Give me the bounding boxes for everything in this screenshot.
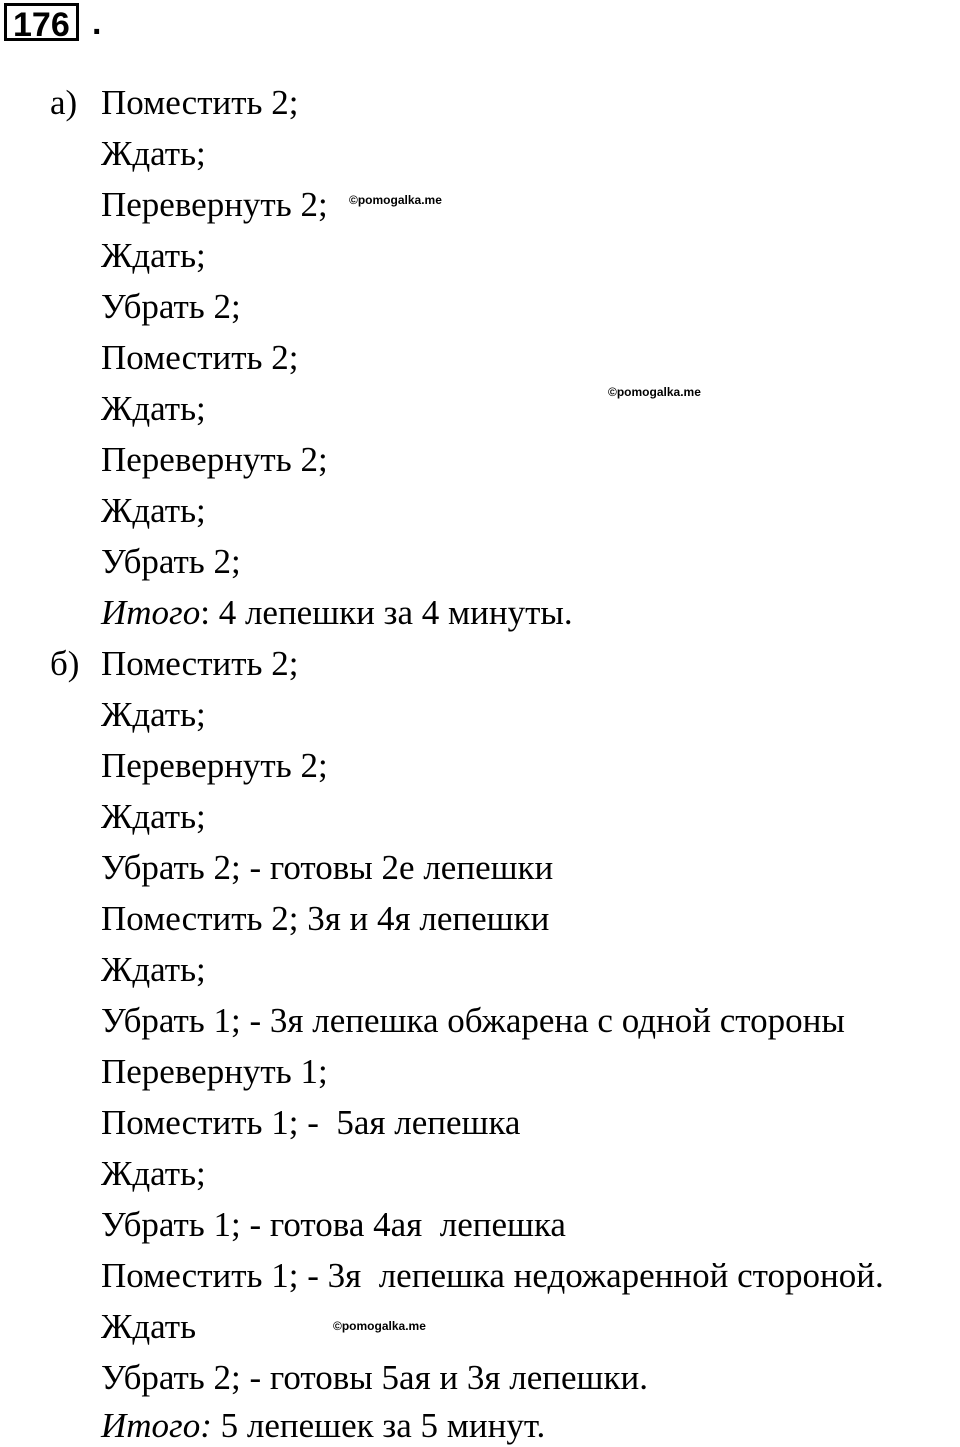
part-b-line-12: Убрать 1; - готова 4ая лепешка [101,1205,566,1244]
part-a-line-6: Поместить 2; [101,338,299,377]
watermark: ©pomogalka.me [608,385,701,399]
part-b-line-8: Убрать 1; - 3я лепешка обжарена с одной стороны [101,1001,845,1040]
part-a-total-text: : 4 лепешки за 4 минуты. [200,593,573,632]
part-a-line-2: Ждать; [101,134,206,173]
part-b-line-5: Убрать 2; - готовы 2е лепешки [101,848,554,887]
part-a-line-4: Ждать; [101,236,206,275]
part-b-line-10: Поместить 1; - 5ая лепешка [101,1103,521,1142]
part-b-line-9: Перевернуть 1; [101,1052,328,1091]
part-b-marker: б) [50,644,80,683]
part-b-line-14: Ждать [101,1307,197,1346]
part-b-line-11: Ждать; [101,1154,206,1193]
part-b-line-2: Ждать; [101,695,206,734]
part-b-line-6: Поместить 2; 3я и 4я лепешки [101,899,550,938]
part-b-total-label: Итого: [101,1406,212,1445]
watermark: ©pomogalka.me [333,1319,426,1333]
problem-number-dot: . [92,4,102,42]
part-a-marker: а) [50,83,78,122]
part-b-total [101,1406,545,1446]
part-a-line-5: Убрать 2; [101,287,241,326]
part-a-total [101,593,573,633]
problem-number-box: 176 [4,3,79,41]
part-a-line-1: Поместить 2; [101,83,299,122]
part-a-line-10: Убрать 2; [101,542,241,581]
part-b-line-15: Убрать 2; - готовы 5ая и 3я лепешки. [101,1358,648,1397]
part-a-line-3: Перевернуть 2; [101,185,328,224]
part-b-line-3: Перевернуть 2; [101,746,328,785]
part-a-line-8: Перевернуть 2; [101,440,328,479]
part-b-line-1: Поместить 2; [101,644,299,683]
part-a-line-7: Ждать; [101,389,206,428]
part-b-line-4: Ждать; [101,797,206,836]
part-b-total-text: 5 лепешек за 5 минут. [211,1406,546,1445]
part-a-total-label: Итого [101,593,201,632]
part-b-line-13: Поместить 1; - 3я лепешка недожаренной стороной. [101,1256,884,1295]
watermark: ©pomogalka.me [349,193,442,207]
part-b-line-7: Ждать; [101,950,206,989]
part-a-line-9: Ждать; [101,491,206,530]
